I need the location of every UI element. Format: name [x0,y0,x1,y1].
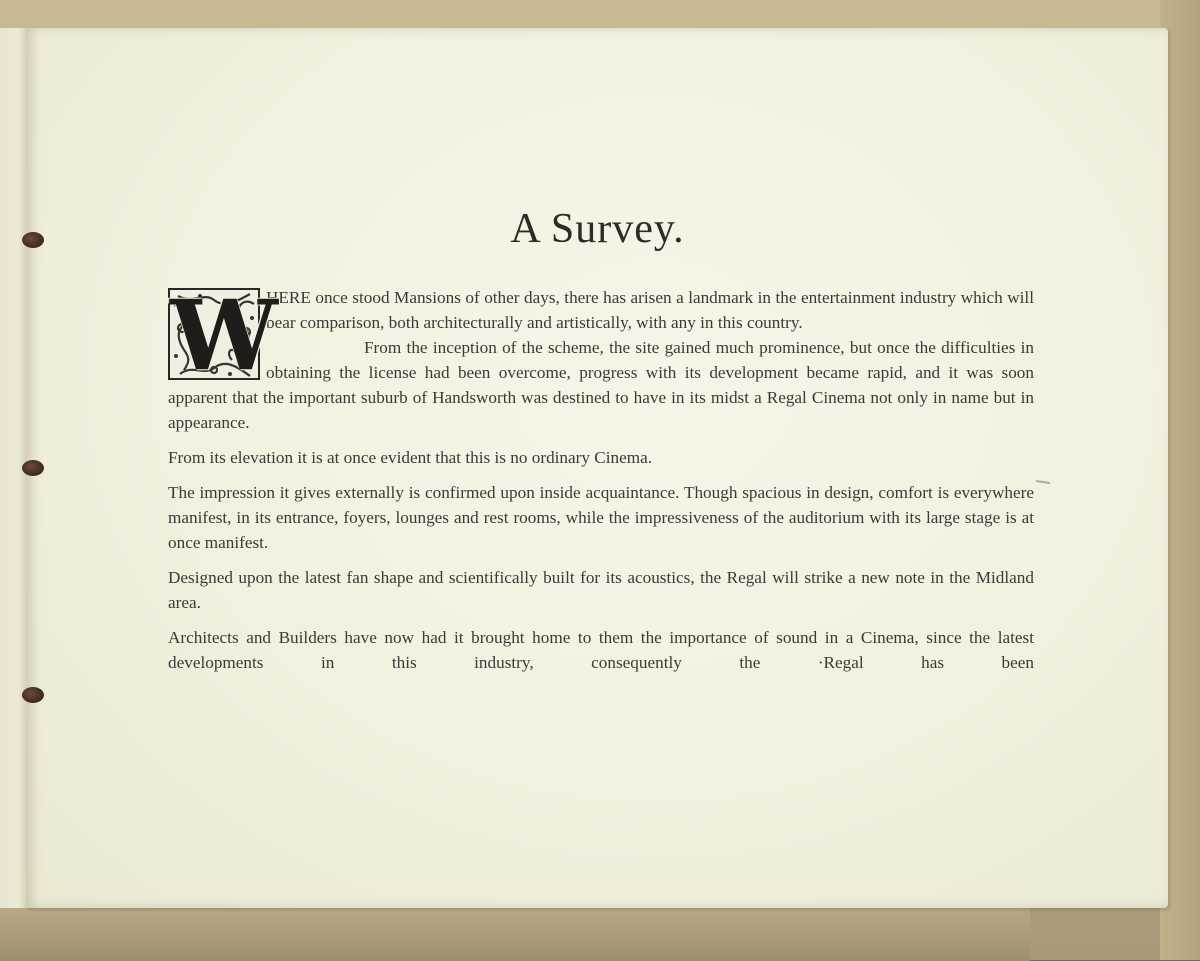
drop-cap-letter: W [170,279,278,392]
body-text [168,279,1034,685]
drop-cap-ornament [168,279,278,392]
paragraph: HERE once stood Mansions of other days, there has arisen a landmark in the entertainment industry which will bear comparison, both architecturally and artistically, with any in this country. [266,288,1034,332]
paragraph: The impression it gives externally is confirmed upon inside acquaintance. Though spacious in design, comfort is everywhere manifest, in its entrance, foyers, lounges and rest rooms, while the impressiveness of the auditorium with its large stage is at once manifest. [168,483,1034,552]
paragraph: Architects and Builders have now had it brought home to them the importance of sound in a Cinema, since the latest developments in this industry, consequently the ·Regal has been [168,628,1034,672]
paragraph: Designed upon the latest fan shape and scientifically built for its acoustics, the Regal will strike a new note in the Midland area. [168,568,1034,612]
binding-hole [22,687,44,703]
page-title: A Survey. [510,206,685,252]
cover-lower-flap [0,905,1030,961]
paragraph: From its elevation it is at once evident that this is no ordinary Cinema. [168,448,653,467]
paragraph: From the inception of the scheme, the site gained much prominence, but once the difficulties in obtaining the license had been overcome, progress with its development became rapid, and it was soon apparent that the important suburb of Handsworth was destined to have in its midst a Regal Cinema not only in name but in appearance. [168,338,1034,432]
binding-hole [22,460,44,476]
